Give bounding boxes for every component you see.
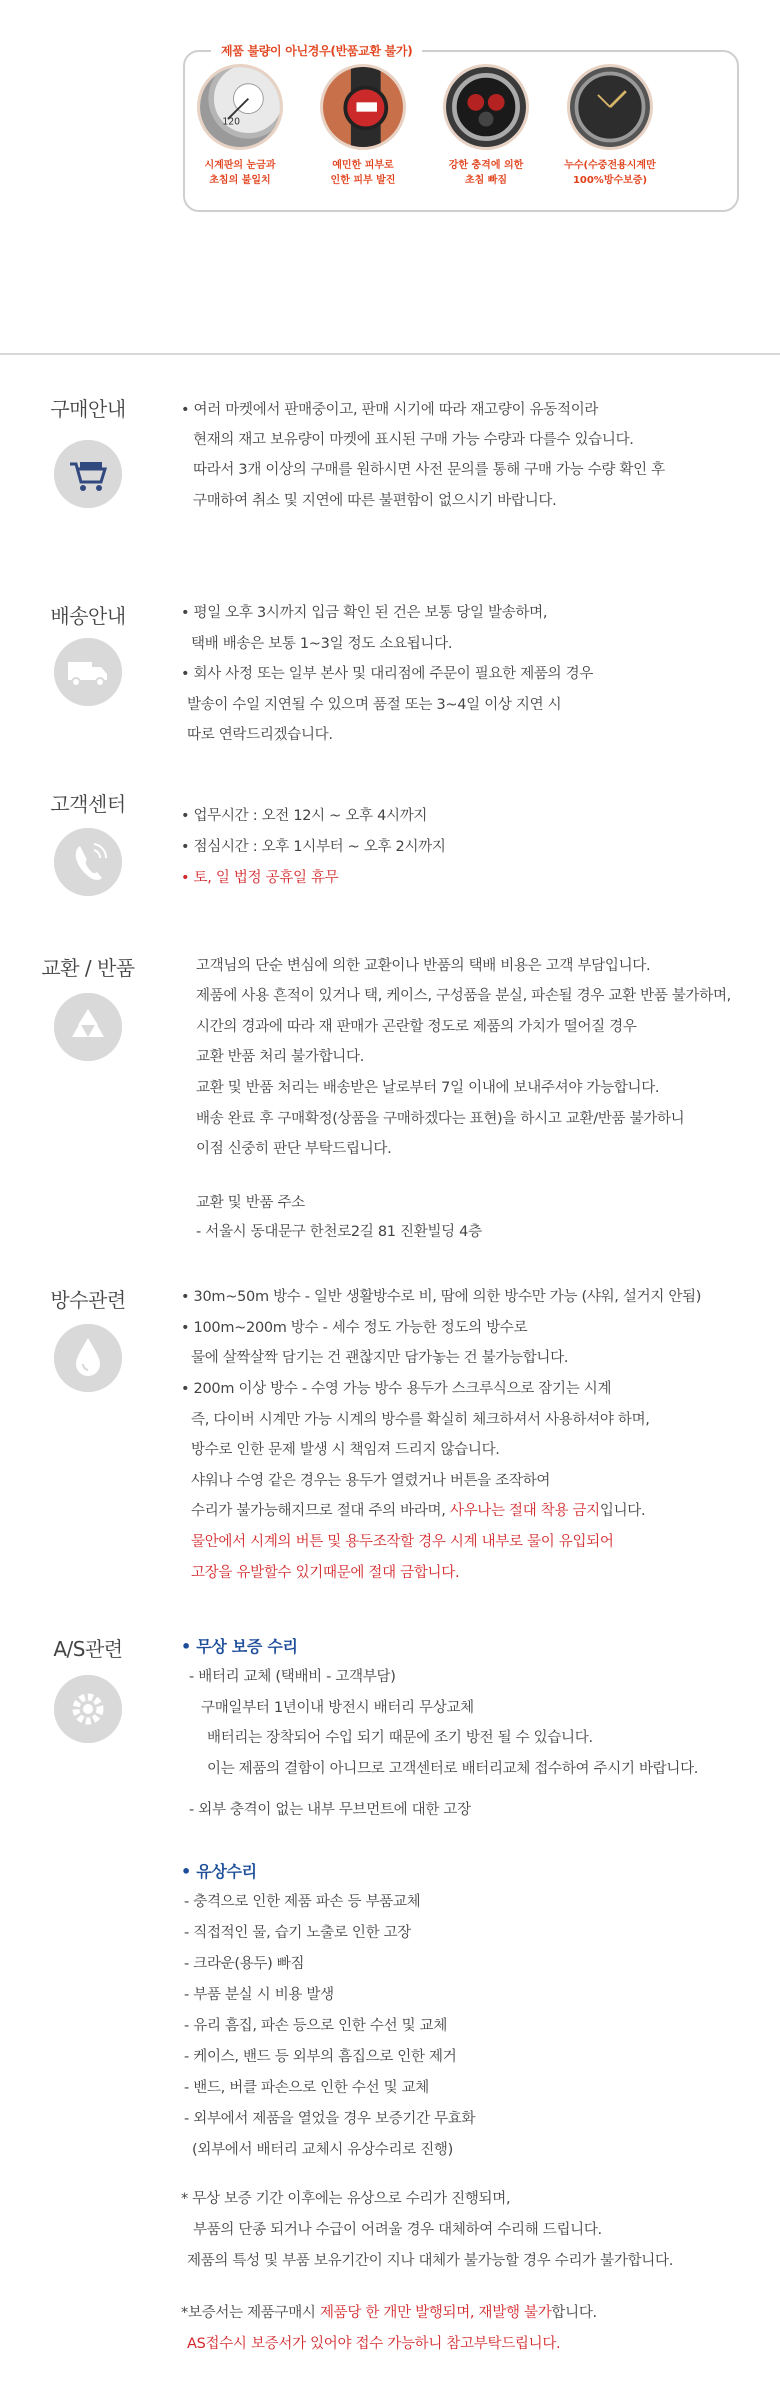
defect-item-dial: 120 시계판의 눈금과 초침의 불일치 <box>185 64 295 188</box>
wrist-watch-photo <box>320 64 406 150</box>
water-drop-icon <box>54 1324 122 1392</box>
waterproof-warning-line: 수리가 불가능해지므로 절대 주의 바라며, 사우나는 절대 착용 금지입니다. <box>191 1503 646 1519</box>
defect-item-leak: 누수(수중전용시계만 100%방수보증) <box>555 64 665 188</box>
exchange-title: 교환 / 반품 <box>41 956 135 980</box>
defect-item-impact: 강한 충격에 의한 초침 빠짐 <box>431 64 541 188</box>
watch-dial-photo <box>197 64 283 150</box>
free-repair-title: • 무상 보증 수리 <box>181 1637 298 1656</box>
cs-title: 고객센터 <box>50 792 126 816</box>
chrono-watch-photo <box>443 64 529 150</box>
truck-icon <box>54 638 122 706</box>
cart-icon <box>54 440 122 508</box>
as-title: A/S관련 <box>53 1637 123 1661</box>
defect-item-skin: 예민한 피부로 인한 피부 발진 <box>308 64 418 188</box>
section-divider <box>0 353 780 355</box>
warranty-note: *보증서는 제품구매시 제품당 한 개만 발행되며, 재발행 불가합니다. <box>181 2305 597 2321</box>
paid-repair-title: • 유상수리 <box>181 1862 257 1881</box>
defect-title: 제품 불량이 아닌경우(반품교환 불가) <box>211 42 422 59</box>
phone-icon <box>54 828 122 896</box>
purchase-title: 구매안내 <box>50 397 126 421</box>
svg-text:120: 120 <box>222 116 241 128</box>
gear-icon <box>54 1675 122 1743</box>
recycle-icon <box>54 993 122 1061</box>
dress-watch-photo <box>567 64 653 150</box>
waterproof-title: 방수관련 <box>50 1288 126 1312</box>
shipping-title: 배송안내 <box>50 604 126 628</box>
